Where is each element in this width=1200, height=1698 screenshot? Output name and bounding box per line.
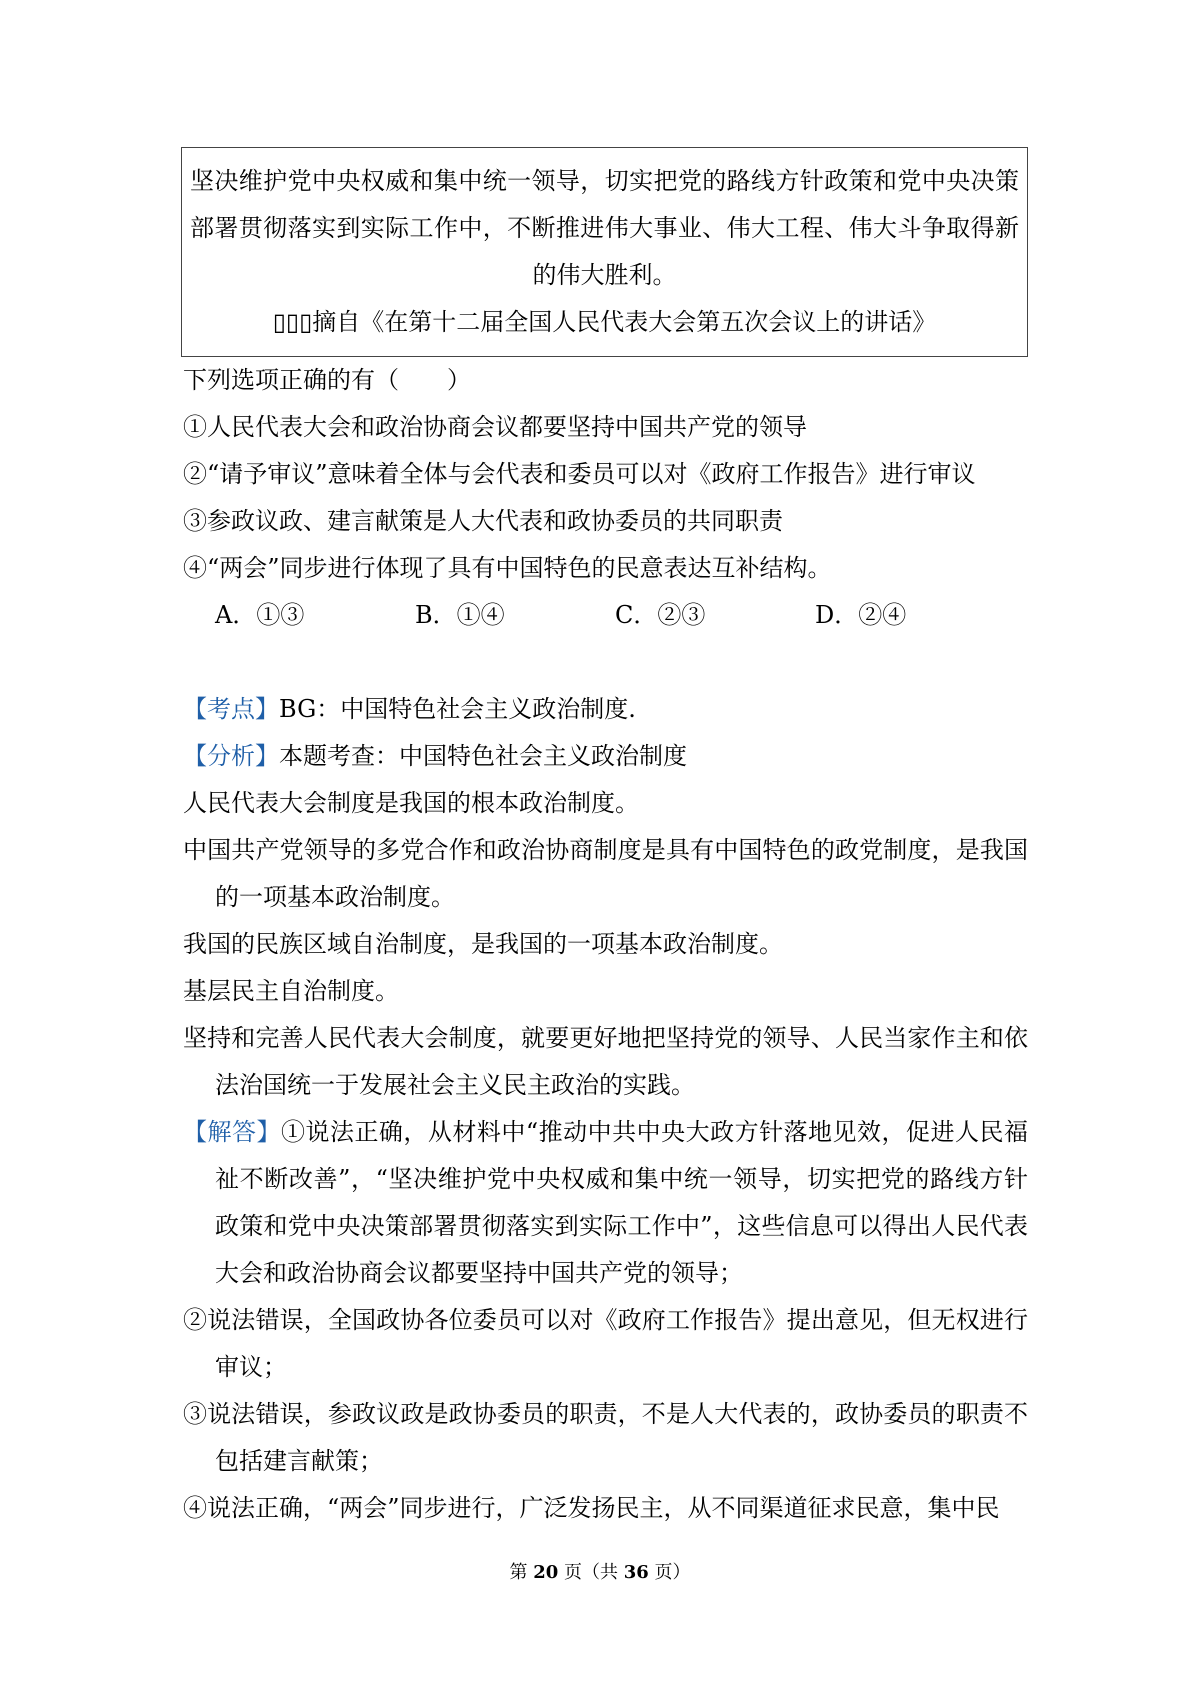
statement-4: ④“两会”同步进行体现了具有中国特色的民意表达互补结构。 bbox=[183, 554, 832, 582]
jieda-paragraph bbox=[183, 1109, 1028, 1297]
footer-prefix: 第 bbox=[509, 1562, 534, 1583]
jieda-text: ①说法正确，从材料中“推动中共中央大政方针落地见效，促进人民福祉不断改善”，“坚决维护党中央权威和集中统一领导，切实把党的路线方针政策和党中央决策部署贯彻落实到实际工作中”，这些信息可以得出人民代表大会和政治协商会议都要坚持中国共产党的领导； bbox=[215, 1118, 1028, 1287]
statement-3: ③参政议政、建言献策是人大代表和政协委员的共同职责 bbox=[183, 507, 783, 535]
quote-source: ▯▯▯摘自《在第十二届全国人民代表大会第五次会议上的讲话》 bbox=[272, 308, 937, 336]
page-content bbox=[183, 147, 1028, 1532]
analysis-line-2: 中国共产党领导的多党合作和政治协商制度是具有中国特色的政党制度，是我国的一项基本政治制度。 bbox=[183, 836, 1028, 911]
answer-line-3: ③说法错误，参政议政是政协委员的职责，不是人大代表的，政协委员的职责不包括建言献策； bbox=[183, 1400, 1028, 1475]
answer-line-4: ④说法正确，“两会”同步进行，广泛发扬民主，从不同渠道征求民意，集中民 bbox=[183, 1494, 1000, 1522]
kaodian-text: BG：中国特色社会主义政治制度. bbox=[279, 695, 636, 723]
statement-2: ②“请予审议”意味着全体与会代表和委员可以对《政府工作报告》进行审议 bbox=[183, 460, 976, 488]
kaodian-line bbox=[183, 686, 1028, 733]
footer-suffix: 页） bbox=[648, 1562, 691, 1583]
statement-1: ①人民代表大会和政治协商会议都要坚持中国共产党的领导 bbox=[183, 413, 807, 441]
analysis-line-3: 我国的民族区域自治制度，是我国的一项基本政治制度。 bbox=[183, 930, 783, 958]
answer-line-2: ②说法错误，全国政协各位委员可以对《政府工作报告》提出意见，但无权进行审议； bbox=[183, 1306, 1028, 1381]
footer-total-pages: 36 bbox=[623, 1562, 649, 1583]
analysis-line-1: 人民代表大会制度是我国的根本政治制度。 bbox=[183, 789, 639, 817]
quote-box bbox=[181, 147, 1028, 357]
kaodian-tag: 【考点】 bbox=[183, 695, 279, 723]
footer-page-number: 20 bbox=[533, 1562, 559, 1583]
quote-text: 坚决维护党中央权威和集中统一领导，切实把党的路线方针政策和党中央决策部署贯彻落实到实际工作中，不断推进伟大事业、伟大工程、伟大斗争取得新的伟大胜利。 bbox=[190, 167, 1019, 289]
fenxi-tag: 【分析】 bbox=[183, 742, 279, 770]
option-c: C．②③ bbox=[615, 601, 706, 629]
option-d: D．②④ bbox=[815, 601, 907, 629]
option-b: B．①④ bbox=[415, 601, 505, 629]
option-a: A．①③ bbox=[215, 601, 305, 629]
analysis-line-4: 基层民主自治制度。 bbox=[183, 977, 399, 1005]
answer-options bbox=[183, 592, 1028, 639]
page-footer bbox=[0, 1558, 1200, 1584]
jieda-tag: 【解答】 bbox=[183, 1118, 281, 1146]
question-prompt: 下列选项正确的有（ ） bbox=[183, 366, 471, 394]
fenxi-text: 本题考查：中国特色社会主义政治制度 bbox=[279, 742, 687, 770]
fenxi-line bbox=[183, 733, 1028, 780]
analysis-line-5: 坚持和完善人民代表大会制度，就要更好地把坚持党的领导、人民当家作主和依法治国统一于发展社会主义民主政治的实践。 bbox=[183, 1024, 1028, 1099]
footer-middle: 页（共 bbox=[558, 1562, 624, 1583]
